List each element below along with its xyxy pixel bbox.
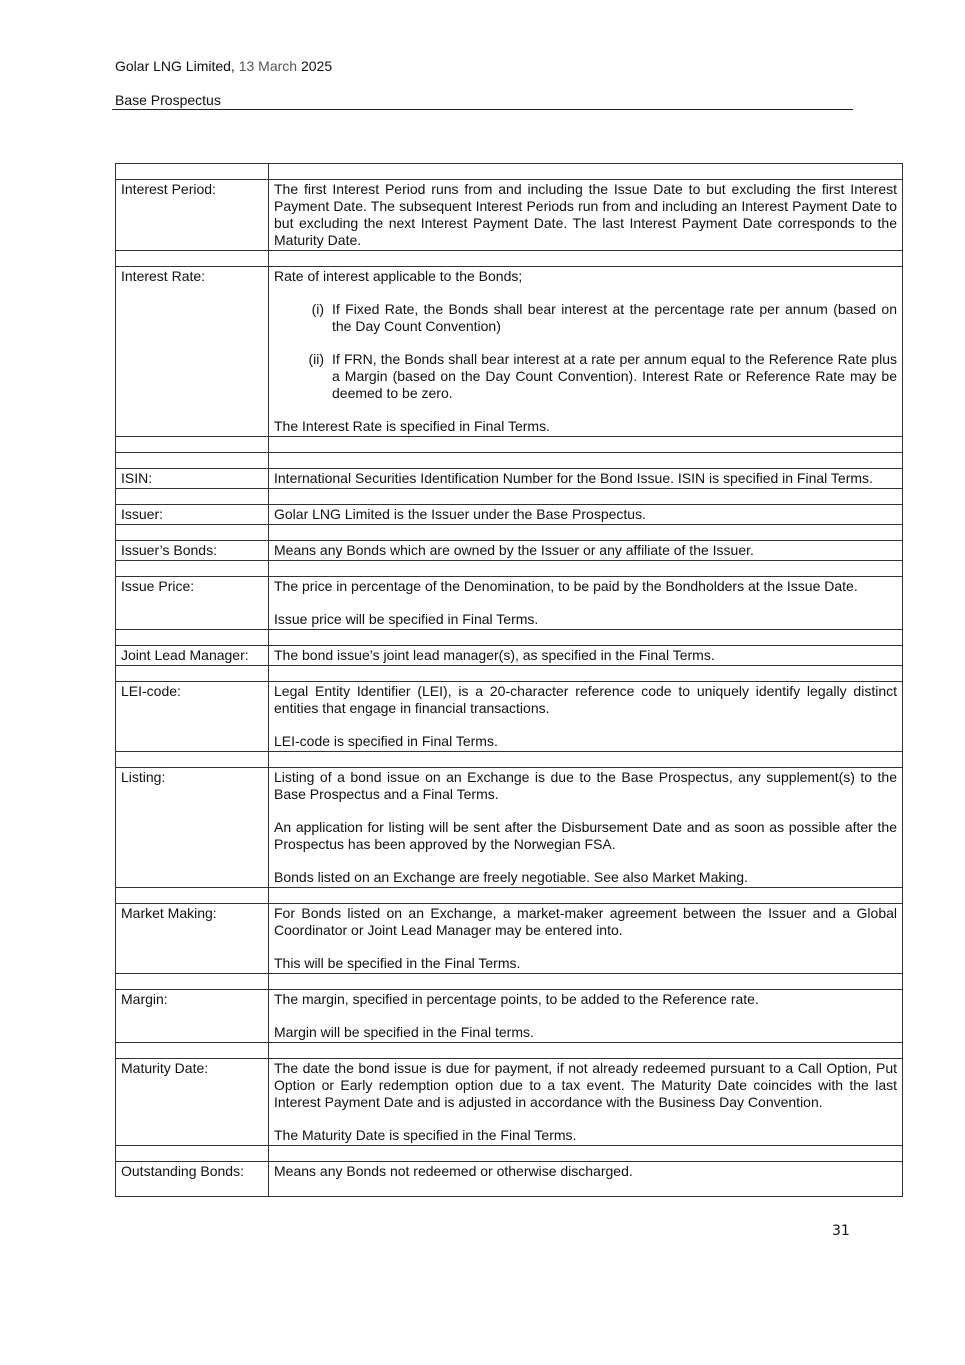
paragraph: Means any Bonds not redeemed or otherwise discharged. <box>274 1163 633 1179</box>
definition-text <box>269 541 903 561</box>
paragraph: The date the bond issue is due for payment, if not already redeemed pursuant to a Call Option, Put Option or Early redemption option due to a tax event. The Maturity Date coincides with the last Interest Payment Date and is adjusted in accordance with the Business Day Convention. <box>274 1060 897 1110</box>
definition-row-issuer <box>116 505 903 525</box>
spacer-row <box>116 752 903 768</box>
paragraph: International Securities Identification Number for the Bond Issue. ISIN is specified in Final Terms. <box>274 470 873 486</box>
definition-row-issue-price <box>116 577 903 630</box>
header-company: Golar LNG Limited, <box>115 58 235 74</box>
definition-text <box>269 768 903 888</box>
term: ISIN: <box>116 469 269 489</box>
term: Listing: <box>116 768 269 888</box>
paragraph: The price in percentage of the Denomination, to be paid by the Bondholders at the Issue Date. <box>274 578 858 594</box>
paragraph: Rate of interest applicable to the Bonds; <box>274 268 523 284</box>
spacer-row <box>116 974 903 990</box>
list-item <box>274 351 897 402</box>
spacer-row <box>116 1043 903 1059</box>
definition-row-listing <box>116 768 903 888</box>
paragraph: Margin will be specified in the Final terms. <box>274 1024 534 1040</box>
spacer-row <box>116 888 903 904</box>
definition-text <box>269 469 903 489</box>
definition-text <box>269 577 903 630</box>
spacer-row <box>116 525 903 541</box>
spacer-row <box>116 453 903 469</box>
definition-row-interest-period <box>116 180 903 251</box>
header-rule <box>112 109 853 110</box>
definition-row-issuers-bonds <box>116 541 903 561</box>
definition-text <box>269 267 903 437</box>
list-item-text: If FRN, the Bonds shall bear interest at a rate per annum equal to the Reference Rate plus a Margin (based on the Day Count Convention). Interest Rate or Reference Rate may be deemed to be zero. <box>332 351 897 401</box>
list-item <box>274 301 897 335</box>
definitions-table <box>115 163 903 1197</box>
spacer-row <box>116 666 903 682</box>
paragraph: An application for listing will be sent after the Disbursement Date and as soon as possible after the Prospectus has been approved by the Norwegian FSA. <box>274 819 897 852</box>
term: Interest Period: <box>116 180 269 251</box>
paragraph: The Maturity Date is specified in the Final Terms. <box>274 1127 577 1143</box>
list-item-text: If Fixed Rate, the Bonds shall bear interest at the percentage rate per annum (based on the Day Count Convention) <box>332 301 897 334</box>
spacer-row <box>116 489 903 505</box>
header-year: 2025 <box>300 58 333 74</box>
spacer-row <box>116 251 903 267</box>
paragraph: This will be specified in the Final Terms. <box>274 955 521 971</box>
term: Margin: <box>116 990 269 1043</box>
definition-row-maturity-date <box>116 1059 903 1146</box>
definition-text <box>269 646 903 666</box>
paragraph: Issue price will be specified in Final Terms. <box>274 611 539 627</box>
definition-text <box>269 180 903 251</box>
definition-text <box>269 682 903 752</box>
term: Issuer’s Bonds: <box>116 541 269 561</box>
paragraph: Means any Bonds which are owned by the Issuer or any affiliate of the Issuer. <box>274 542 754 558</box>
term: Market Making: <box>116 904 269 974</box>
definition-row-lei-code <box>116 682 903 752</box>
definition-row-outstanding-bonds <box>116 1162 903 1197</box>
term: Issuer: <box>116 505 269 525</box>
page-number: 31 <box>832 1223 850 1239</box>
paragraph: For Bonds listed on an Exchange, a market-maker agreement between the Issuer and a Global Coordinator or Joint Lead Manager may be entered into. <box>274 905 897 938</box>
running-header-company <box>115 58 332 74</box>
definition-row-interest-rate <box>116 267 903 437</box>
spacer-row <box>116 437 903 453</box>
spacer-row <box>116 561 903 577</box>
spacer-row <box>116 164 903 180</box>
paragraph: Legal Entity Identifier (LEI), is a 20-character reference code to uniquely identify legally distinct entities that engage in financial transactions. <box>274 683 897 716</box>
term: Joint Lead Manager: <box>116 646 269 666</box>
paragraph: The margin, specified in percentage points, to be added to the Reference rate. <box>274 991 759 1007</box>
definition-row-joint-lead-manager <box>116 646 903 666</box>
list-item-number: (ii) <box>308 351 324 367</box>
term: Issue Price: <box>116 577 269 630</box>
term: Maturity Date: <box>116 1059 269 1146</box>
spacer-row <box>116 630 903 646</box>
running-header-title: Base Prospectus <box>115 92 221 108</box>
definition-row-isin <box>116 469 903 489</box>
spacer-row <box>116 1146 903 1162</box>
definition-text <box>269 990 903 1043</box>
list-item-number: (i) <box>311 301 324 317</box>
definition-text <box>269 505 903 525</box>
term: Outstanding Bonds: <box>116 1162 269 1197</box>
definition-row-margin <box>116 990 903 1043</box>
paragraph: The Interest Rate is specified in Final Terms. <box>274 418 550 434</box>
definition-text <box>269 904 903 974</box>
paragraph: Bonds listed on an Exchange are freely negotiable. See also Market Making. <box>274 869 748 885</box>
definition-row-market-making <box>116 904 903 974</box>
paragraph: Listing of a bond issue on an Exchange is due to the Base Prospectus, any supplement(s) to the Base Prospectus and a Final Terms. <box>274 769 897 802</box>
paragraph: Golar LNG Limited is the Issuer under the Base Prospectus. <box>274 506 646 522</box>
term: LEI-code: <box>116 682 269 752</box>
definition-text <box>269 1162 903 1197</box>
paragraph: LEI-code is specified in Final Terms. <box>274 733 498 749</box>
term: Interest Rate: <box>116 267 269 437</box>
paragraph: The first Interest Period runs from and including the Issue Date to but excluding the first Interest Payment Date. The subsequent Interest Periods run from and including an Interest Payment Date to but excluding the next Interest Payment Date. The last Interest Payment Date corresponds to the Maturity Date. <box>274 181 897 248</box>
paragraph: The bond issue’s joint lead manager(s), as specified in the Final Terms. <box>274 647 715 663</box>
header-date: 13 March <box>238 58 298 74</box>
definition-text <box>269 1059 903 1146</box>
